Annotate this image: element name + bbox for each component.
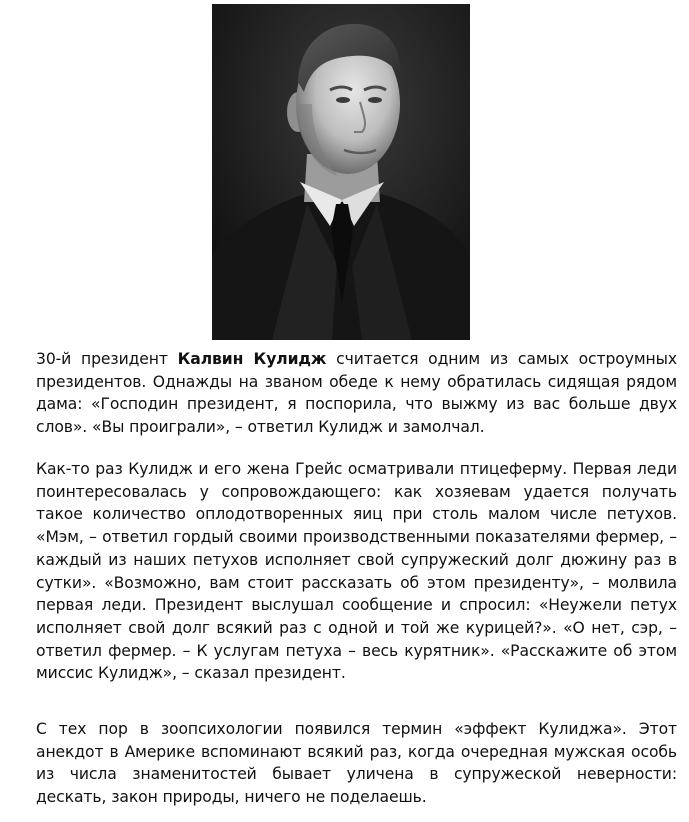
paragraph-anecdote: Как-то раз Кулидж и его жена Грейс осматривали птицеферму. Первая леди поинтересовалась у сопровождающего: как хозяевам удается получать такое количество оплодотворенных яиц при столь малом числе петухов. «Мэм, – ответил гордый своими производственными показателями фермер, – каждый из наших петухов исполняет свой супружеский долг дюжину раз в сутки». «Возможно, вам стоит рассказать об этом президенту», – молвила первая леди. Президент выслушал сообщение и спросил: «Неужели петух исполняет свой долг всякий раз с одной и той же курицей?». «О нет, сэр, – ответил фермер. – К услугам петуха – весь курятник». «Расскажите об этом миссис Кулидж», – сказал президент. bbox=[36, 460, 677, 683]
portrait-photo bbox=[212, 4, 470, 340]
intro-text-start: 30-й президент bbox=[36, 350, 178, 368]
intro-text-end: считается одним из самых остроумных президентов. Однажды на званом обеде к нему обратилась сидящая рядом дама: «Господин президент, я поспорила, что выжму из вас больше двух слов». «Вы проиграли», – ответил Кулидж и замолчал. bbox=[36, 350, 677, 437]
paragraph-conclusion: С тех пор в зоопсихологии появился термин «эффект Кулиджа». Этот анекдот в Америке вспоминают всякий раз, когда очередная мужская особь из числа знаменитостей бывает уличена в супружеской неверности: дескать, закон природы, ничего не поделаешь. bbox=[36, 720, 677, 807]
name-highlight: Калвин Кулидж bbox=[177, 350, 327, 368]
paragraph-intro bbox=[36, 348, 677, 439]
